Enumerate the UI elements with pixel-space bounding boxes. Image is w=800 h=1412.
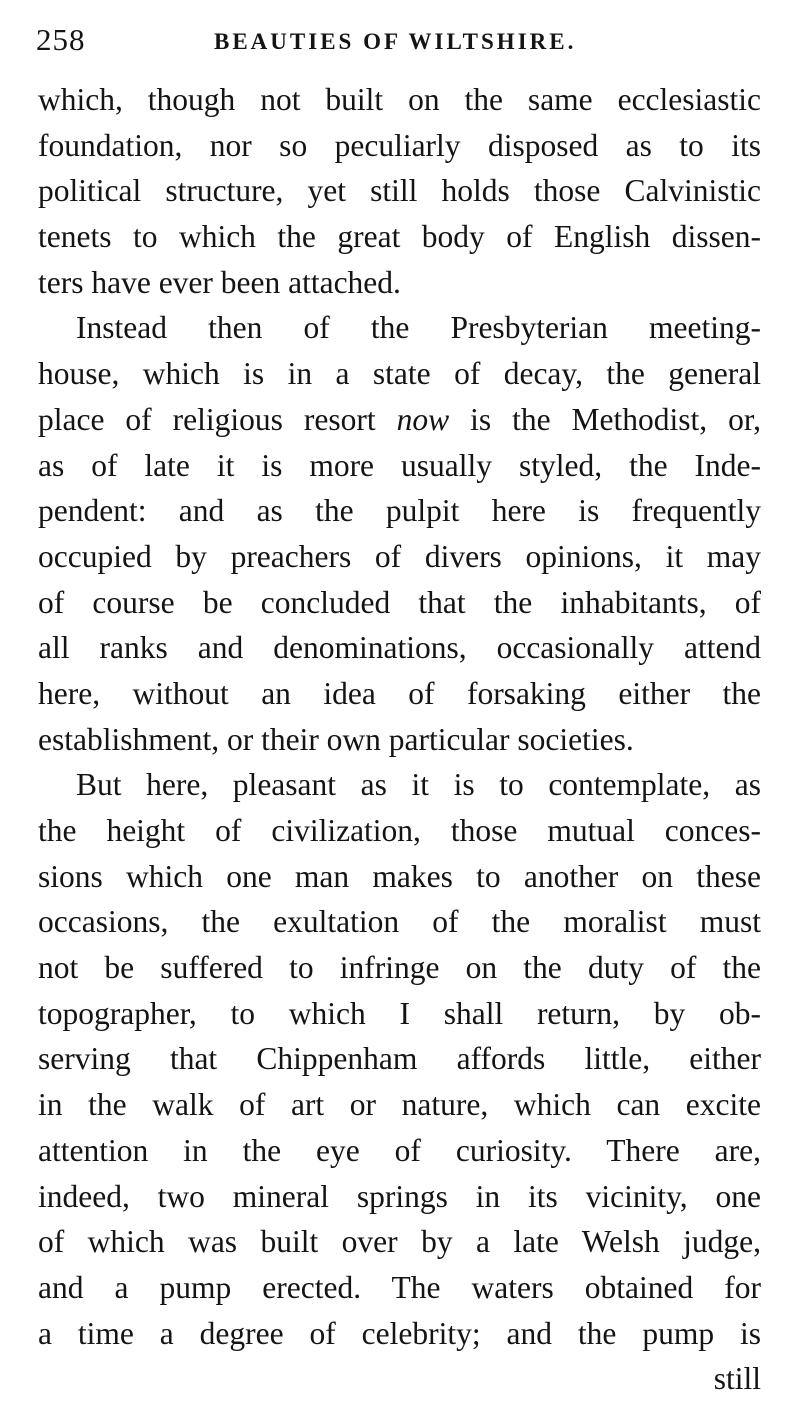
text-line: a time a degree of celebrity; and the pump is	[38, 1315, 761, 1351]
text-line: pendent: and as the pulpit here is frequently	[38, 493, 761, 529]
text-line: ters have ever been attached.	[38, 264, 401, 300]
text-line: place of religious resort now is the Methodist, or,	[38, 401, 761, 437]
running-head	[36, 20, 760, 60]
text-line: of which was built over by a late Welsh judge,	[38, 1224, 761, 1260]
text-line: sions which one man makes to another on these	[38, 858, 761, 894]
text-line: all ranks and denominations, occasionally attend	[38, 630, 761, 666]
text-line: tenets to which the great body of English dissen-	[38, 219, 761, 255]
text-line: which, though not built on the same ecclesiastic	[38, 82, 761, 117]
text-line: But here, pleasant as it is to contemplate, as	[76, 767, 761, 803]
text-line: the height of civilization, those mutual conces-	[38, 813, 761, 848]
text-line: occasions, the exultation of the moralist must	[38, 904, 761, 940]
text-line: and a pump erected. The waters obtained for	[38, 1269, 761, 1305]
text-line: topographer, to which I shall return, by ob-	[38, 995, 761, 1031]
text-line: occupied by preachers of divers opinions, it may	[38, 538, 761, 574]
text-line: of course be concluded that the inhabitants, of	[38, 584, 761, 620]
text-line: in the walk of art or nature, which can excite	[38, 1087, 761, 1123]
text-line: establishment, or their own particular societies.	[38, 721, 634, 757]
text-line: Instead then of the Presbyterian meeting-	[76, 310, 761, 346]
text-line: indeed, two mineral springs in its vicinity, one	[38, 1178, 761, 1214]
text-line: as of late it is more usually styled, the Inde-	[38, 447, 761, 483]
running-title: BEAUTIES OF WILTSHIRE.	[214, 29, 577, 54]
text-line: not be suffered to infringe on the duty of the	[38, 950, 761, 986]
body-text	[38, 77, 761, 1402]
italic-word: now	[396, 401, 450, 437]
page-number: 258	[36, 22, 86, 57]
text-line: foundation, nor so peculiarly disposed as to its	[38, 127, 761, 163]
text-line: serving that Chippenham affords little, either	[38, 1041, 761, 1077]
text-line: house, which is in a state of decay, the general	[38, 356, 761, 392]
text-line: political structure, yet still holds those Calvinistic	[38, 173, 761, 209]
text-line: here, without an idea of forsaking either the	[38, 675, 761, 711]
text-line: attention in the eye of curiosity. There are,	[38, 1132, 761, 1168]
catchword: still	[713, 1361, 761, 1397]
